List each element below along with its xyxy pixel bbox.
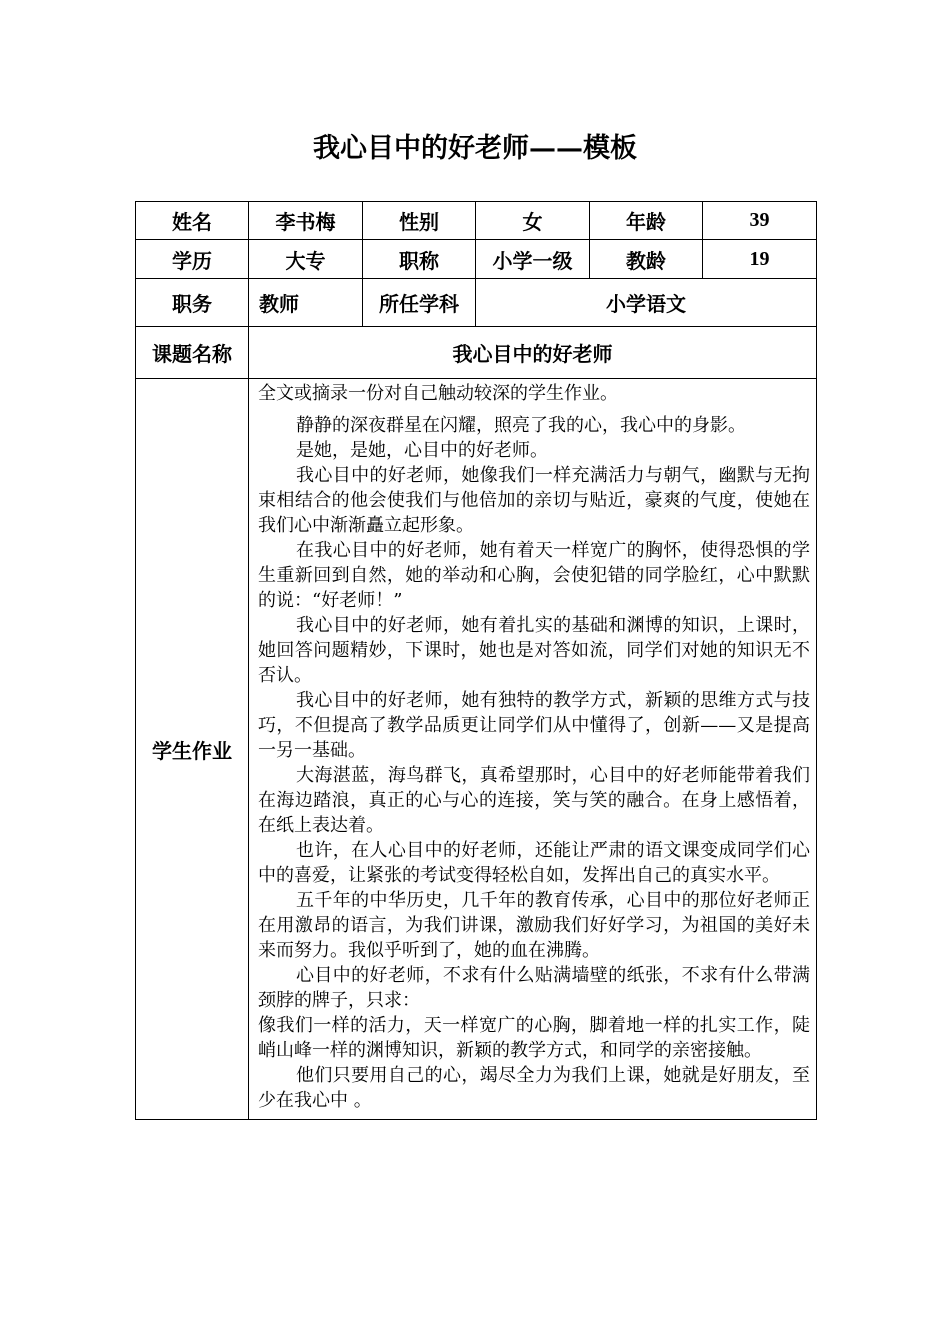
homework-paragraph: 我心目中的好老师，她有着扎实的基础和渊博的知识，上课时，她回答问题精妙，下课时，她也是对答如流，同学们对她的知识无不否认。 [258,615,810,686]
homework-content [249,379,817,1120]
table-row [136,327,817,379]
name-label: 姓名 [136,202,249,240]
position-label: 职务 [136,279,249,327]
homework-label: 学生作业 [136,379,249,1120]
teaching-years-label: 教龄 [590,240,703,279]
education-value: 大专 [249,240,363,279]
subject-label: 所任学科 [363,279,476,327]
teacher-info-table [135,201,817,1120]
age-value: 39 [703,202,817,240]
page-title: 我心目中的好老师——模板 [313,133,637,164]
homework-paragraph: 静静的深夜群星在闪耀，照亮了我的心，我心中的身影。 [296,415,746,436]
table-row [136,379,817,1120]
rank-label: 职称 [363,240,476,279]
homework-paragraph: 像我们一样的活力，天一样宽广的心胸，脚着地一样的扎实工作，陡峭山峰一样的渊博知识，新颖的教学方式，和同学的亲密接触。 [258,1015,810,1061]
homework-paragraph: 他们只要用自己的心，竭尽全力为我们上课，她就是好朋友，至少在我心中 。 [258,1065,810,1111]
topic-value: 我心目中的好老师 [249,327,817,379]
homework-paragraph: 五千年的中华历史，几千年的教育传承，心目中的那位好老师正在用激昂的语言，为我们讲课，激励我们好好学习，为祖国的美好未来而努力。我似乎听到了，她的血在沸腾。 [258,890,810,961]
topic-label: 课题名称 [136,327,249,379]
teaching-years-value: 19 [703,240,817,279]
homework-paragraph: 也许，在人心目中的好老师，还能让严肃的语文课变成同学们心中的喜爱，让紧张的考试变得轻松自如，发挥出自己的真实水平。 [258,840,810,886]
homework-intro: 全文或摘录一份对自己触动较深的学生作业。 [258,383,618,404]
gender-label: 性别 [363,202,476,240]
homework-paragraph: 心目中的好老师，不求有什么贴满墙壁的纸张，不求有什么带满颈脖的牌子，只求： [258,965,810,1011]
subject-value: 小学语文 [476,279,817,327]
homework-paragraph: 在我心目中的好老师，她有着天一样宽广的胸怀，使得恐惧的学生重新回到自然，她的举动和心胸，会使犯错的同学脸红，心中默默的说：“好老师！” [258,540,810,611]
table-row [136,240,817,279]
homework-paragraph: 我心目中的好老师，她有独特的教学方式，新颖的思维方式与技巧，不但提高了教学品质更让同学们从中懂得了，创新——又是提高一另一基础。 [258,690,810,761]
position-value: 教师 [249,279,363,327]
rank-value: 小学一级 [476,240,590,279]
table-row [136,279,817,327]
homework-paragraph: 是她，是她，心目中的好老师。 [296,440,548,461]
homework-paragraph: 大海湛蓝，海鸟群飞，真希望那时，心目中的好老师能带着我们在海边踏浪，真正的心与心的连接，笑与笑的融合。在身上感悟着，在纸上表达着。 [258,765,810,836]
table-row [136,202,817,240]
gender-value: 女 [476,202,590,240]
homework-paragraph: 我心目中的好老师，她像我们一样充满活力与朝气，幽默与无拘束相结合的他会使我们与他倍加的亲切与贴近，豪爽的气度，使她在我们心中渐渐矗立起形象。 [258,465,810,536]
education-label: 学历 [136,240,249,279]
age-label: 年龄 [590,202,703,240]
name-value: 李书梅 [249,202,363,240]
